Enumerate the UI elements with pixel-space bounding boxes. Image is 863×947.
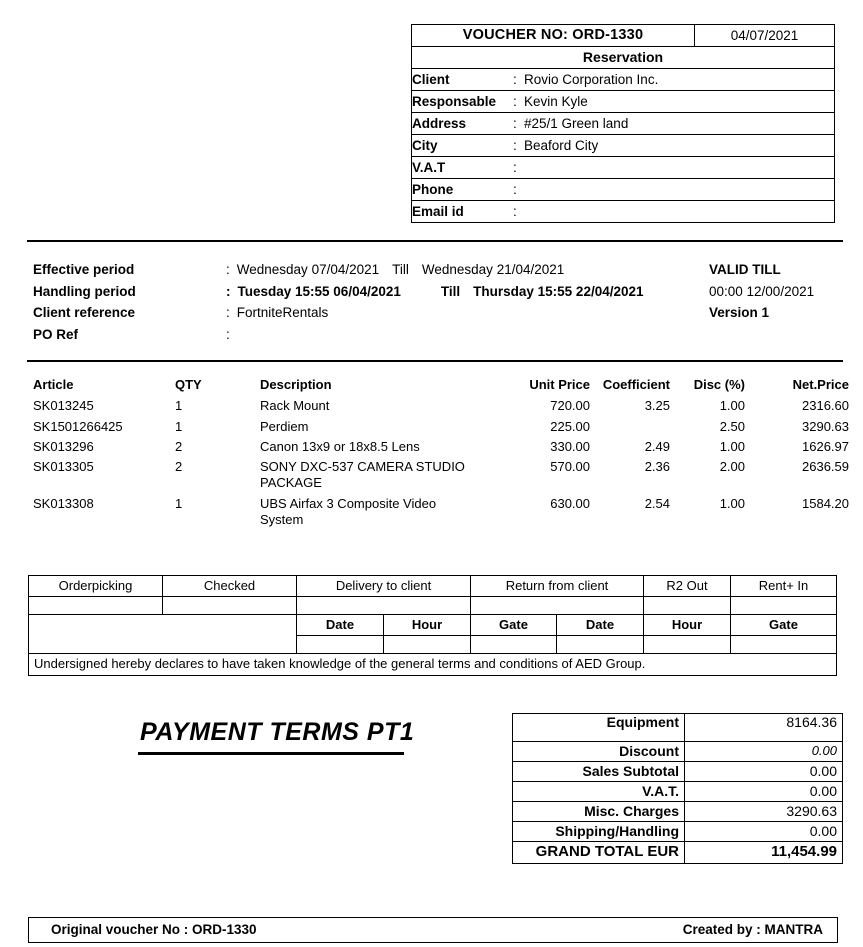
effective-to: Wednesday 21/04/2021 — [421, 262, 565, 277]
handling-period-label: Handling period — [33, 283, 136, 299]
cell-coefficient: 3.25 — [644, 398, 670, 414]
cell-disc: 2.50 — [719, 418, 745, 434]
voucher-subtitle: Reservation — [412, 47, 835, 69]
effective-period-value — [226, 262, 564, 277]
cell-description — [260, 459, 504, 496]
header-unit-price: Unit Price — [529, 377, 590, 392]
table-row — [33, 496, 849, 533]
logistics-col-return-from-client: Return from client — [471, 576, 644, 597]
cell-coefficient — [590, 419, 670, 439]
cell-article: SK013245 — [33, 398, 94, 414]
cell-article: SK1501266425 — [33, 418, 123, 434]
footer-original-voucher: Original voucher No : ORD-1330 — [51, 922, 257, 937]
cell-unit-price: 225.00 — [550, 418, 590, 434]
field-value-address: : #25/1 Green land — [513, 113, 835, 135]
header-disc: Disc (%) — [693, 377, 745, 392]
po-ref-row — [33, 327, 843, 349]
logistics-entry-orderpicking[interactable] — [29, 597, 163, 615]
header-coefficient: Coefficient — [602, 377, 670, 392]
footer-created-by: Created by : MANTRA — [682, 922, 823, 937]
client-reference-prefix: : — [226, 305, 230, 320]
field-label-address: Address — [412, 113, 514, 135]
cell-unit-price: 720.00 — [550, 398, 590, 414]
logistics-value-hour-1[interactable] — [384, 636, 471, 654]
cell-description-text: Canon 13x9 or 18x8.5 Lens — [260, 438, 420, 454]
logistics-entry-return[interactable] — [471, 597, 644, 615]
cell-description — [260, 419, 504, 439]
logistics-sub-hour-1: Hour — [384, 615, 471, 636]
payment-terms-underline — [138, 752, 404, 755]
logistics-entry-checked[interactable] — [163, 597, 297, 615]
cell-coefficient: 2.54 — [644, 495, 670, 511]
field-value-client: : Rovio Corporation Inc. — [513, 69, 835, 91]
effective-period-row — [33, 262, 843, 284]
logistics-entry-delivery[interactable] — [297, 597, 471, 615]
logistics-spacer-cell — [29, 615, 297, 654]
effective-till-word: Till — [392, 262, 409, 277]
cell-net-price: 3290.63 — [802, 418, 849, 434]
totals-value-discount: 0.00 — [685, 742, 843, 762]
logistics-col-orderpicking: Orderpicking — [29, 576, 163, 597]
logistics-table — [28, 575, 837, 676]
voucher-field-row-responsable — [412, 91, 835, 113]
cell-qty: 1 — [175, 495, 183, 511]
field-value-city: : Beaford City — [513, 135, 835, 157]
totals-row-grand-total — [513, 842, 843, 864]
cell-description — [260, 496, 504, 533]
voucher-field-row-city — [412, 135, 835, 157]
totals-row-misc-charges — [513, 802, 843, 822]
logistics-entry-r2-out[interactable] — [644, 597, 731, 615]
field-label-city: City — [412, 135, 514, 157]
totals-label-shipping-handling: Shipping/Handling — [513, 822, 685, 842]
field-value-phone: : — [513, 179, 835, 201]
document-footer — [28, 917, 838, 943]
table-row — [33, 459, 849, 496]
handling-period-value — [226, 284, 644, 299]
cell-unit-price: 630.00 — [550, 495, 590, 511]
terms-statement: Undersigned hereby declares to have taken knowledge of the general terms and conditions of AED Group. — [29, 654, 837, 676]
po-ref-label: PO Ref — [33, 326, 79, 342]
section-divider-articles — [27, 360, 843, 362]
section-divider-top — [27, 240, 843, 242]
cell-article: SK013305 — [33, 459, 94, 474]
field-label-phone: Phone — [412, 179, 514, 201]
logistics-entry-rent-in[interactable] — [731, 597, 837, 615]
cell-net-price: 2636.59 — [802, 459, 849, 474]
totals-row-vat — [513, 782, 843, 802]
totals-value-misc-charges: 3290.63 — [685, 802, 843, 822]
client-reference-value — [226, 305, 328, 320]
handling-to: Thursday 15:55 22/04/2021 — [473, 283, 644, 299]
handling-prefix: : — [226, 283, 231, 299]
logistics-sub-gate-2: Gate — [731, 615, 837, 636]
logistics-subheader-row — [29, 615, 837, 636]
voucher-date: 04/07/2021 — [695, 25, 835, 47]
cell-disc: 2.00 — [719, 459, 745, 474]
cell-description-text: Perdiem — [260, 418, 309, 434]
cell-unit-price: 570.00 — [550, 459, 590, 474]
cell-coefficient: 2.36 — [644, 459, 670, 474]
cell-description-text: Rack Mount — [260, 398, 330, 414]
cell-net-price: 1584.20 — [802, 495, 849, 511]
logistics-value-hour-2[interactable] — [644, 636, 731, 654]
logistics-value-date-1[interactable] — [297, 636, 384, 654]
cell-qty: 2 — [175, 459, 183, 474]
client-reference-row — [33, 305, 843, 327]
logistics-header-row — [29, 576, 837, 597]
effective-prefix: : — [226, 262, 230, 277]
po-ref-prefix: : — [226, 326, 230, 342]
logistics-col-r2-out: R2 Out — [644, 576, 731, 597]
cell-disc: 1.00 — [719, 438, 745, 454]
field-text-responsable: Kevin Kyle — [524, 93, 588, 109]
cell-qty: 2 — [175, 438, 183, 454]
cell-disc: 1.00 — [719, 398, 745, 414]
voucher-subtitle-row — [412, 47, 835, 69]
client-reference-label: Client reference — [33, 305, 136, 320]
totals-label-vat: V.A.T. — [513, 782, 685, 802]
cell-qty: 1 — [175, 418, 183, 434]
voucher-field-row-email — [412, 201, 835, 223]
effective-period-label: Effective period — [33, 262, 135, 277]
header-qty: QTY — [175, 377, 202, 392]
totals-table — [512, 713, 843, 864]
header-net-price: Net.Price — [792, 377, 849, 392]
handling-period-row — [33, 284, 843, 306]
header-article: Article — [33, 377, 74, 392]
voucher-field-row-address — [412, 113, 835, 135]
totals-label-grand-total: GRAND TOTAL EUR — [513, 842, 685, 864]
totals-label-sales-subtotal: Sales Subtotal — [513, 762, 685, 782]
field-label-responsable: Responsable — [412, 91, 514, 113]
effective-from: Wednesday 07/04/2021 — [236, 262, 380, 277]
period-details — [33, 262, 843, 348]
handling-till-word: Till — [440, 283, 461, 299]
voucher-field-row-client — [412, 69, 835, 91]
totals-value-shipping-handling: 0.00 — [685, 822, 843, 842]
voucher-number: VOUCHER NO: ORD-1330 — [412, 25, 695, 47]
logistics-col-checked: Checked — [163, 576, 297, 597]
logistics-entry-row-1 — [29, 597, 837, 615]
logistics-sub-date-2: Date — [557, 615, 644, 636]
field-text-address: #25/1 Green land — [524, 115, 629, 131]
version-label: Version 1 — [709, 305, 770, 320]
totals-value-grand-total: 11,454.99 — [685, 842, 843, 864]
totals-value-sales-subtotal: 0.00 — [685, 762, 843, 782]
totals-label-equipment: Equipment — [513, 714, 685, 742]
client-reference-text: FortniteRentals — [236, 305, 329, 320]
article-table-header-row — [33, 377, 849, 398]
logistics-sub-gate-1: Gate — [471, 615, 557, 636]
logistics-sub-hour-2: Hour — [644, 615, 731, 636]
logistics-value-date-2[interactable] — [557, 636, 644, 654]
totals-row-discount — [513, 742, 843, 762]
cell-description-text: UBS Airfax 3 Composite Video System — [260, 495, 437, 527]
po-ref-value — [226, 327, 237, 342]
field-label-email: Email id — [412, 201, 514, 223]
cell-description — [260, 439, 504, 459]
logistics-value-gate-1[interactable] — [471, 636, 557, 654]
logistics-col-rent-in: Rent+ In — [731, 576, 837, 597]
header-description: Description — [260, 377, 332, 392]
field-label-vat: V.A.T — [412, 157, 514, 179]
voucher-field-row-vat — [412, 157, 835, 179]
cell-description-text: SONY DXC-537 CAMERA STUDIO PACKAGE — [260, 459, 465, 491]
cell-qty: 1 — [175, 398, 183, 414]
article-table — [33, 377, 849, 532]
totals-row-shipping-handling — [513, 822, 843, 842]
cell-net-price: 2316.60 — [802, 398, 849, 414]
logistics-sub-date-1: Date — [297, 615, 384, 636]
handling-from: Tuesday 15:55 06/04/2021 — [237, 283, 401, 299]
cell-unit-price: 330.00 — [550, 438, 590, 454]
field-value-responsable: : Kevin Kyle — [513, 91, 835, 113]
field-value-email: : — [513, 201, 835, 223]
table-row — [33, 398, 849, 418]
totals-row-equipment — [513, 714, 843, 742]
valid-till-value: 00:00 12/00/2021 — [709, 283, 815, 299]
table-row — [33, 439, 849, 459]
cell-article: SK013308 — [33, 495, 94, 511]
cell-article: SK013296 — [33, 438, 94, 454]
cell-disc: 1.00 — [719, 495, 745, 511]
voucher-title-row — [412, 25, 835, 47]
totals-label-misc-charges: Misc. Charges — [513, 802, 685, 822]
payment-terms-title: PAYMENT TERMS PT1 — [140, 718, 415, 746]
field-text-city: Beaford City — [524, 137, 599, 153]
logistics-value-gate-2[interactable] — [731, 636, 837, 654]
cell-coefficient: 2.49 — [644, 438, 670, 454]
valid-till-label: VALID TILL — [709, 262, 781, 277]
logistics-terms-row — [29, 654, 837, 676]
field-label-client: Client — [412, 69, 514, 91]
cell-description — [260, 398, 504, 418]
voucher-field-row-phone — [412, 179, 835, 201]
cell-net-price: 1626.97 — [802, 438, 849, 454]
totals-value-equipment: 8164.36 — [685, 714, 843, 742]
totals-value-vat: 0.00 — [685, 782, 843, 802]
table-row — [33, 419, 849, 439]
totals-row-sales-subtotal — [513, 762, 843, 782]
totals-label-discount: Discount — [513, 742, 685, 762]
field-text-client: Rovio Corporation Inc. — [524, 71, 659, 87]
field-value-vat: : — [513, 157, 835, 179]
voucher-header-table — [411, 24, 835, 223]
logistics-col-delivery-to-client: Delivery to client — [297, 576, 471, 597]
